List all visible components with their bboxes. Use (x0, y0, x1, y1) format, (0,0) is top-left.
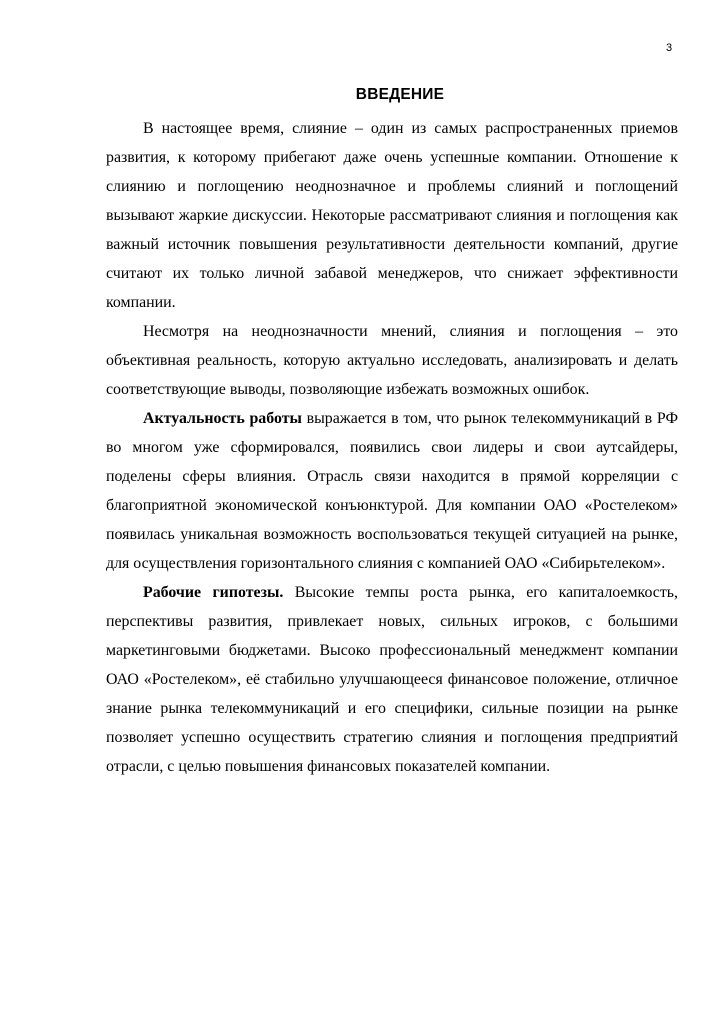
paragraph-relevance (106, 404, 678, 578)
paragraph-lead-heading: Актуальность работы (143, 410, 302, 427)
document-body (106, 114, 678, 781)
page-title: ВВЕДЕНИЕ (355, 86, 445, 103)
paragraph-hypotheses (106, 578, 678, 781)
paragraph-lead-heading: Рабочие гипотезы. (143, 584, 284, 601)
paragraph-text: Несмотря на неоднозначности мнений, слияния и поглощения – это объективная реальность, которую актуально исследовать, анализировать и делать соответствующие выводы, позволяющие избежать возможных ошибок. (106, 323, 678, 398)
paragraph-objective-reality (106, 317, 678, 404)
paragraph-text: В настоящее время, слияние – один из самых распространенных приемов развития, к которому прибегают даже очень успешные компании. Отношение к слиянию и поглощению неоднозначное и проблемы слияний и поглощений вызывают жаркие дискуссии. Некоторые рассматривают слияния и поглощения как важный источник повышения результативности деятельности компаний, другие считают их только личной забавой менеджеров, что снижает эффективности компании. (106, 120, 678, 311)
page-number: 3 (666, 42, 673, 54)
paragraph-intro (106, 114, 678, 317)
paragraph-text: Высокие темпы роста рынка, его капиталоемкость, перспективы развития, привлекает новых, сильных игроков, с большими маркетинговыми бюджетами. Высоко профессиональный менеджмент компании ОАО «Ростелеком», её стабильно улучшающееся финансовое положение, отличное знание рынка телекоммуникаций и его специфики, сильные позиции на рынке позволяет успешно осуществить стратегию слияния и поглощения предприятий отрасли, с целью повышения финансовых показателей компании. (106, 584, 678, 775)
paragraph-text: выражается в том, что рынок телекоммуникаций в РФ во многом уже сформировался, появились свои лидеры и свои аутсайдеры, поделены сферы влияния. Отрасль связи находится в прямой корреляции с благоприятной экономической конъюнктурой. Для компании ОАО «Ростелеком» появилась уникальная возможность воспользоваться текущей ситуацией на рынке, для осуществления горизонтального слияния с компанией ОАО «Сибирьтелеком». (106, 410, 679, 572)
